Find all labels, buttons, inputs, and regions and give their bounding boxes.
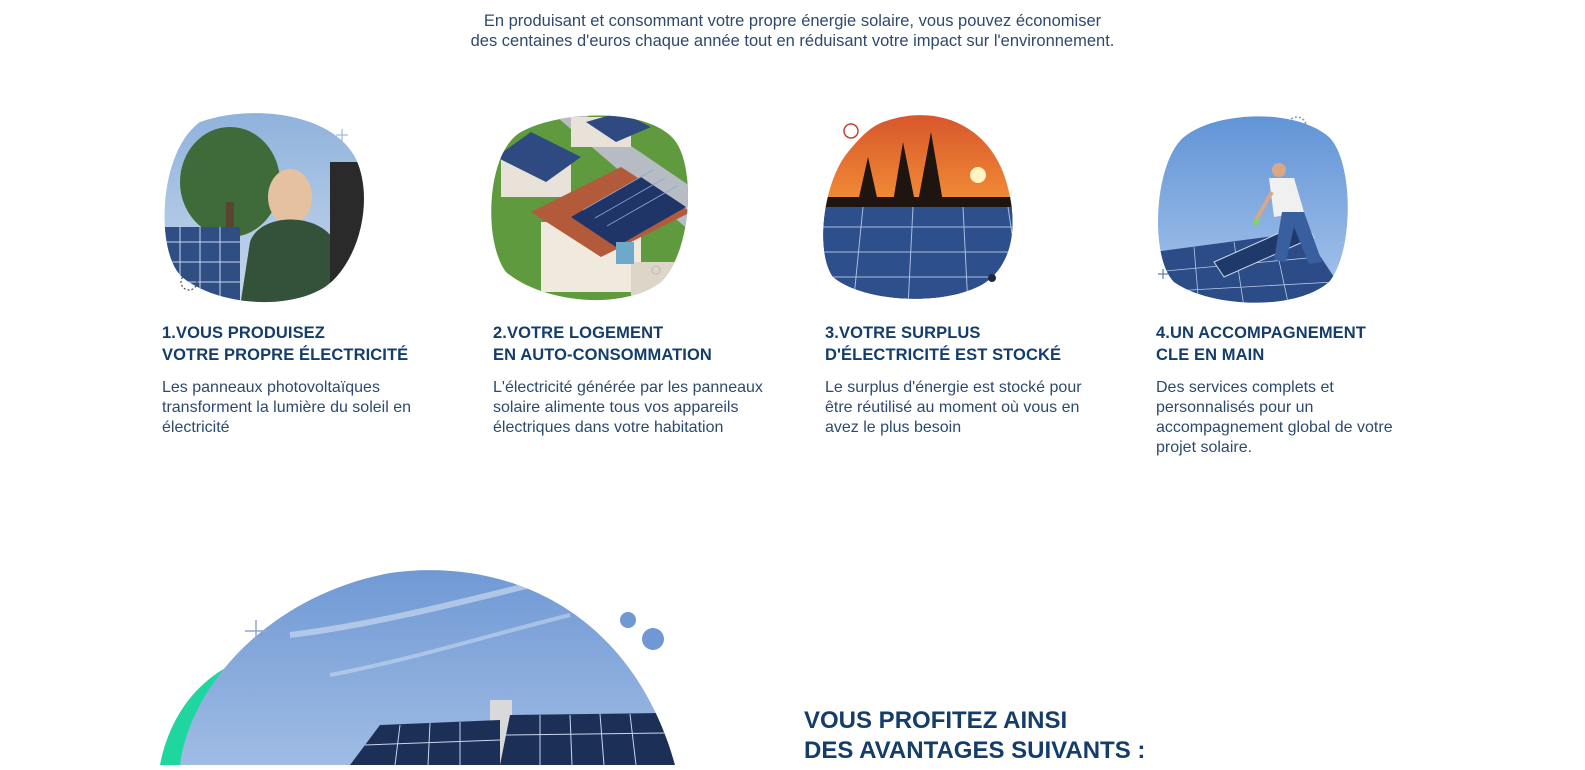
step-card-3 — [823, 112, 1098, 436]
step-description-3: Le surplus d'énergie est stocké pour être réutilisé au moment où vous en avez le plus besoin — [825, 379, 1082, 436]
step-image-3 — [823, 112, 1098, 307]
photo-houses-solar-roofs — [491, 112, 766, 307]
step-image-2 — [491, 112, 766, 307]
intro-line-2: des centaines d'euros chaque année tout en réduisant votre impact sur l'environnement. — [470, 32, 1115, 50]
step-title-2-line1: 2.VOTRE LOGEMENT — [493, 324, 664, 342]
step-description-2: L'électricité générée par les panneaux solaire alimente tous vos appareils électriques dans votre habitation — [493, 379, 763, 436]
step-title-4 — [1156, 322, 1446, 366]
photo-installer-portrait — [160, 112, 435, 307]
step-image-1 — [160, 112, 435, 307]
step-description-4: Des services complets et personnalisés pour un accompagnement global de votre projet solaire. — [1156, 379, 1393, 456]
step-image-4 — [1154, 112, 1429, 307]
intro-text — [0, 11, 1585, 51]
step-description-1: Les panneaux photovoltaïques transforment la lumière du soleil en électricité — [162, 379, 412, 436]
step-title-1-line2: VOTRE PROPRE ÉLECTRICITÉ — [162, 346, 409, 364]
step-title-1 — [162, 322, 452, 366]
photo-installer-on-roof — [1154, 112, 1429, 307]
step-title-4-line1: 4.UN ACCOMPAGNEMENT — [1156, 324, 1366, 342]
hero-image — [150, 565, 690, 765]
advantages-heading-line1: VOUS PROFITEZ AINSI — [804, 707, 1068, 734]
step-title-2 — [493, 322, 783, 366]
step-title-3-line1: 3.VOTRE SURPLUS — [825, 324, 981, 342]
intro-line-1: En produisant et consommant votre propre énergie solaire, vous pouvez économiser — [483, 12, 1102, 30]
photo-sunset-solar-panels — [823, 112, 1098, 307]
step-card-4 — [1154, 112, 1429, 456]
step-title-3-line2: D'ÉLECTRICITÉ EST STOCKÉ — [825, 346, 1062, 364]
advantages-heading-line2: DES AVANTAGES SUIVANTS : — [804, 737, 1146, 764]
step-title-1-line1: 1.VOUS PRODUISEZ — [162, 324, 325, 342]
photo-house-solar-roof-sky — [150, 565, 690, 765]
step-title-2-line2: EN AUTO-CONSOMMATION — [493, 346, 712, 364]
advantages-heading — [804, 706, 1224, 766]
step-title-3 — [825, 322, 1115, 366]
step-card-1 — [160, 112, 435, 436]
step-title-4-line2: CLE EN MAIN — [1156, 346, 1265, 364]
step-card-2 — [491, 112, 766, 436]
